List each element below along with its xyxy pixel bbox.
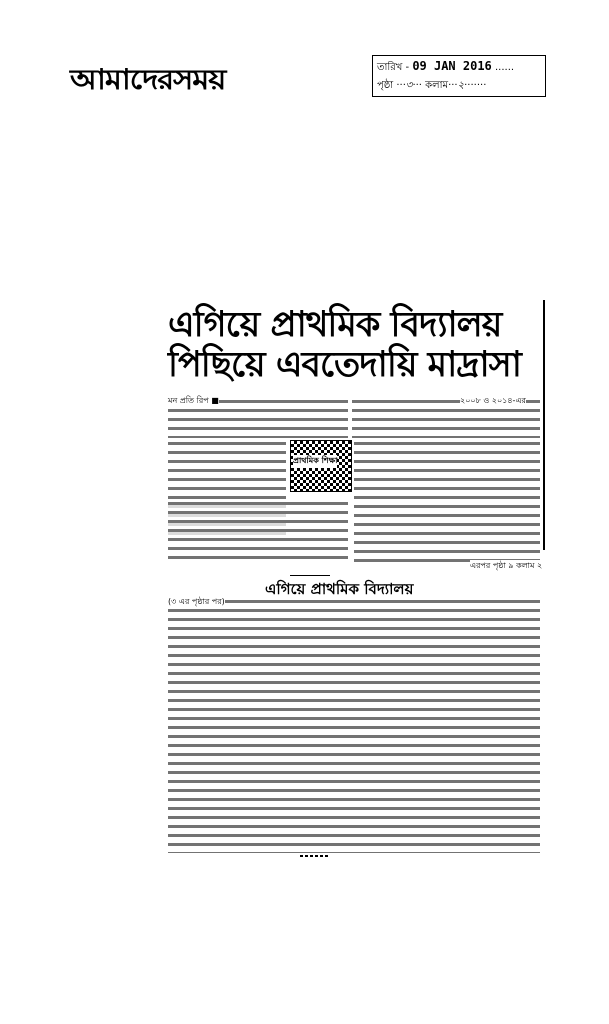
headline [168, 305, 543, 385]
end-mark [300, 855, 330, 857]
stamp-column: ২ [457, 80, 465, 91]
headline-line-1: এগিয়ে প্রাথমিক বিদ্যালয় [168, 305, 502, 345]
body-text-left-3 [168, 500, 348, 565]
continuation-heading: এগিয়ে প্রাথমিক বিদ্যালয় [265, 580, 414, 598]
stamp-page: ৩ [405, 80, 413, 91]
inset-graphic [290, 440, 352, 492]
headline-line-2: পিছিয়ে এবতেদায়ি মাদ্রাসা [168, 345, 521, 385]
continuation-body [168, 598, 540, 853]
masthead-logo: আমাদেরসময় [70, 63, 226, 96]
years-fragment: ২০০৮ ও ২০১৪-এর [460, 395, 526, 408]
divider [290, 575, 330, 576]
byline: মন প্রতি রিপ ■ [168, 395, 219, 408]
stamp-date: 09 JAN 2016 [412, 59, 492, 73]
column-rule [543, 300, 545, 550]
body-text-right-2 [354, 440, 540, 565]
stamp-page-label: পৃষ্ঠা [377, 80, 394, 91]
continued-ref: এরপর পৃষ্ঠা ৯ কলাম ২ [470, 560, 542, 573]
stamp-column-label: কলাম [425, 80, 449, 91]
inset-caption: প্রাথমিক শিক্ষা [293, 455, 337, 468]
stamp-date-label: তারিখ [377, 62, 403, 73]
date-stamp: তারিখ - 09 JAN 2016 ...... পৃষ্ঠা ···৩··· কলাম···২······· [372, 55, 546, 97]
continuation-ref: (৩ এর পৃষ্ঠার পর) [168, 596, 225, 609]
